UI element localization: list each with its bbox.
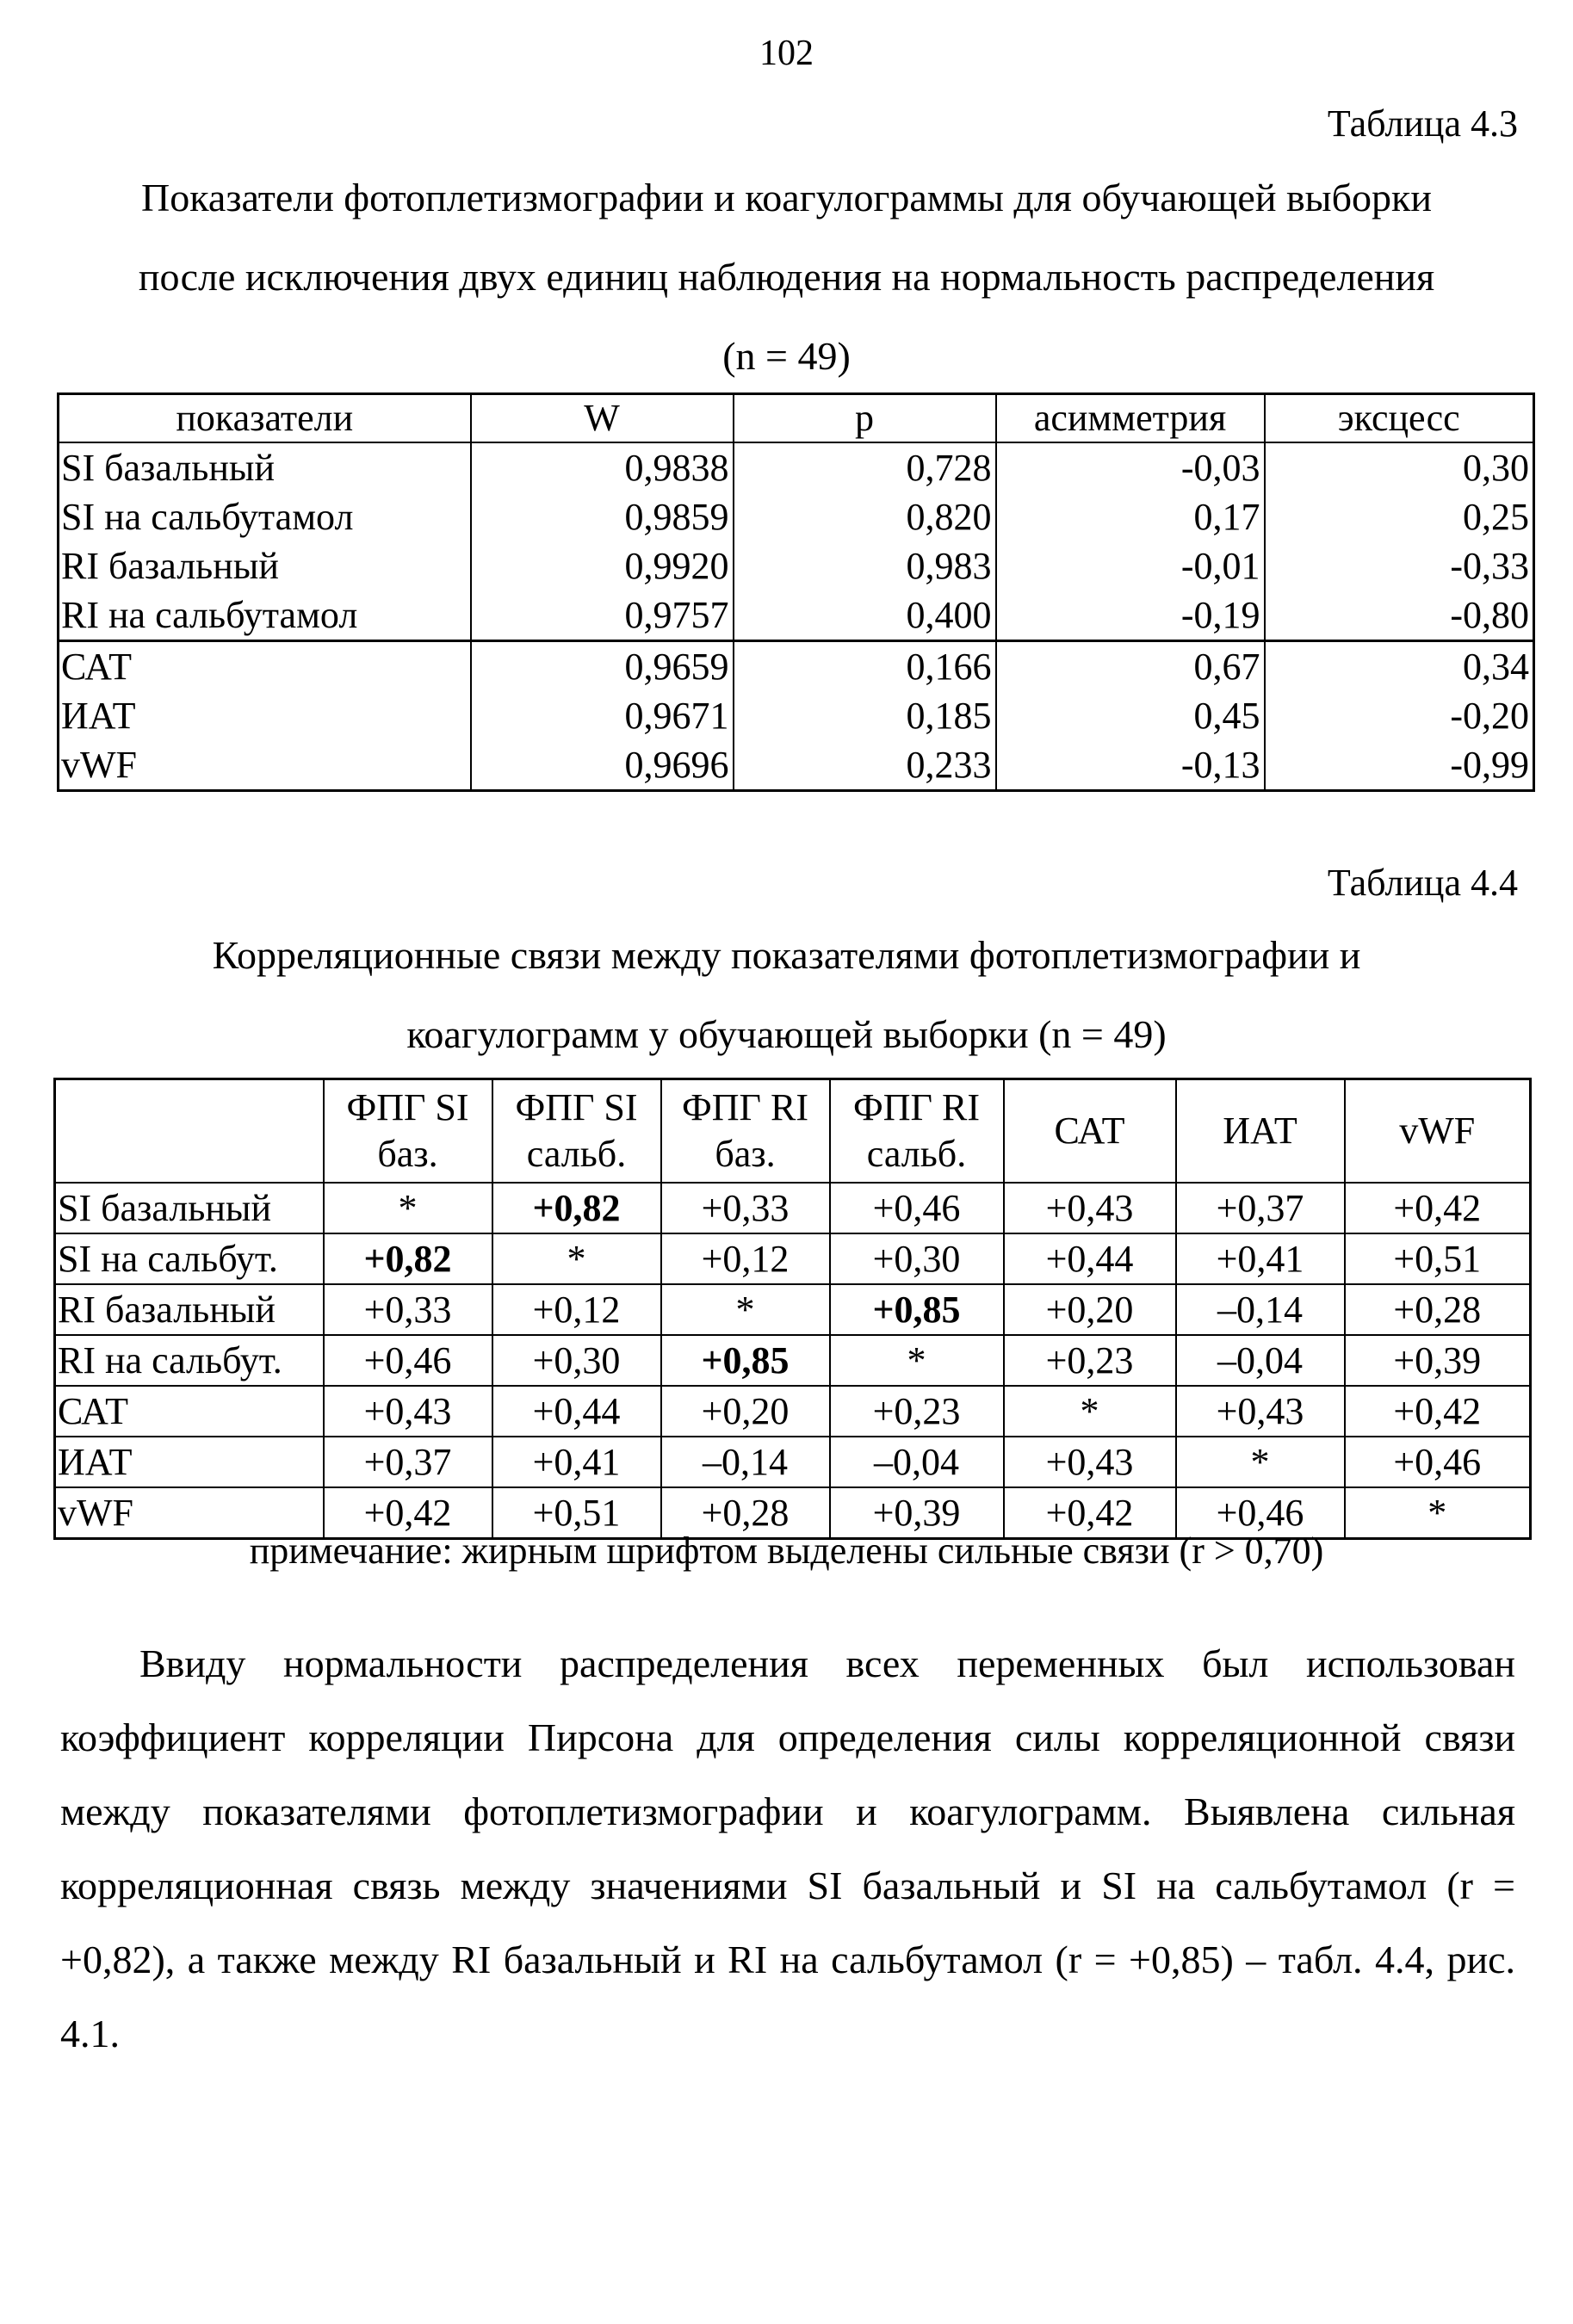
column-header [324, 1079, 492, 1184]
caption-line: после исключения двух единиц наблюдения на нормальность распределения [138, 255, 1435, 299]
column-header: эксцесс [1265, 394, 1534, 443]
table-cell: -0,20 [1265, 691, 1534, 740]
table-cell: 0,185 [734, 691, 996, 740]
row-label: vWF [55, 1487, 324, 1539]
column-header [830, 1079, 1004, 1184]
table-row [55, 1386, 1531, 1437]
table-row [55, 1183, 1531, 1233]
column-header: vWF [1345, 1079, 1531, 1184]
column-header: W [471, 394, 734, 443]
table-cell: +0,46 [1345, 1437, 1531, 1487]
table-cell: +0,43 [1176, 1386, 1345, 1437]
table-cell: +0,85 [661, 1335, 830, 1386]
table-cell: +0,42 [1004, 1487, 1176, 1539]
row-label: RI на сальбутамол [59, 590, 471, 641]
table-header-row [55, 1079, 1531, 1184]
table-cell: 0,9671 [471, 691, 734, 740]
row-label: SI на сальбутамол [59, 492, 471, 541]
table-cell: +0,30 [830, 1233, 1004, 1284]
table-cell: -0,03 [996, 442, 1265, 492]
caption-line: (n = 49) [722, 334, 851, 378]
header-line: сальб. [526, 1133, 627, 1175]
table-cell: -0,19 [996, 590, 1265, 641]
table-cell: 0,166 [734, 641, 996, 692]
table-row [55, 1284, 1531, 1335]
header-line: баз. [715, 1133, 776, 1175]
table-cell: 0,25 [1265, 492, 1534, 541]
column-header [492, 1079, 661, 1184]
table-cell: +0,46 [1176, 1487, 1345, 1539]
column-header [661, 1079, 830, 1184]
page-number: 102 [759, 34, 814, 73]
row-label: SI на сальбут. [55, 1233, 324, 1284]
table-cell: +0,41 [1176, 1233, 1345, 1284]
row-label: САТ [55, 1386, 324, 1437]
table-row [59, 492, 1534, 541]
table-cell: 0,9659 [471, 641, 734, 692]
table-cell: +0,43 [324, 1386, 492, 1437]
table-cell: 0,9838 [471, 442, 734, 492]
table-cell: +0,82 [492, 1183, 661, 1233]
row-label: SI базальный [59, 442, 471, 492]
table-cell: +0,43 [1004, 1183, 1176, 1233]
table-row [55, 1437, 1531, 1487]
column-header [55, 1079, 324, 1184]
table-cell: 0,9696 [471, 740, 734, 791]
table-4-3-label: Таблица 4.3 [1327, 102, 1518, 145]
table-cell: +0,28 [661, 1487, 830, 1539]
table-cell: 0,45 [996, 691, 1265, 740]
table-cell: * [830, 1335, 1004, 1386]
table-row [59, 442, 1534, 492]
table-4-3-caption [0, 158, 1573, 396]
table-cell: –0,14 [661, 1437, 830, 1487]
row-label: RI на сальбут. [55, 1335, 324, 1386]
table-cell: 0,17 [996, 492, 1265, 541]
header-line: ФПГ RI [682, 1086, 808, 1128]
table-cell: +0,33 [661, 1183, 830, 1233]
table-row [55, 1335, 1531, 1386]
table-row [59, 590, 1534, 641]
table-cell: +0,28 [1345, 1284, 1531, 1335]
table-cell: 0,9859 [471, 492, 734, 541]
table-cell: –0,04 [1176, 1335, 1345, 1386]
column-header: показатели [59, 394, 471, 443]
header-line: сальб. [866, 1133, 967, 1175]
table-cell: +0,42 [1345, 1386, 1531, 1437]
column-header: ИАТ [1176, 1079, 1345, 1184]
row-label: RI базальный [55, 1284, 324, 1335]
table-cell: 0,983 [734, 541, 996, 590]
table-cell: +0,23 [1004, 1335, 1176, 1386]
caption-line: Показатели фотоплетизмографии и коагулограммы для обучающей выборки [141, 176, 1432, 219]
row-label: ИАТ [59, 691, 471, 740]
column-header: САТ [1004, 1079, 1176, 1184]
caption-line: Корреляционные связи между показателями фотоплетизмографии и [212, 933, 1361, 977]
table-cell: * [324, 1183, 492, 1233]
table-cell: * [1004, 1386, 1176, 1437]
column-header: p [734, 394, 996, 443]
table-cell: +0,23 [830, 1386, 1004, 1437]
table-cell: 0,820 [734, 492, 996, 541]
table-cell: 0,400 [734, 590, 996, 641]
table-row [59, 541, 1534, 590]
row-label: RI базальный [59, 541, 471, 590]
table-cell: 0,9757 [471, 590, 734, 641]
normality-table [57, 392, 1535, 792]
table-cell: +0,46 [830, 1183, 1004, 1233]
table-cell: * [1176, 1437, 1345, 1487]
table-cell: 0,34 [1265, 641, 1534, 692]
table-row [59, 740, 1534, 791]
caption-line: коагулограмм у обучающей выборки (n = 49) [406, 1012, 1167, 1056]
table-cell: +0,12 [492, 1284, 661, 1335]
table-cell: +0,46 [324, 1335, 492, 1386]
table-cell: +0,43 [1004, 1437, 1176, 1487]
table-cell: +0,37 [324, 1437, 492, 1487]
table-cell: +0,42 [324, 1487, 492, 1539]
table-row [55, 1233, 1531, 1284]
table-cell: –0,04 [830, 1437, 1004, 1487]
table-cell: +0,42 [1345, 1183, 1531, 1233]
table-cell: 0,728 [734, 442, 996, 492]
column-header: асимметрия [996, 394, 1265, 443]
table-cell: +0,20 [1004, 1284, 1176, 1335]
table-cell: +0,44 [1004, 1233, 1176, 1284]
table-cell: * [492, 1233, 661, 1284]
table-row [59, 691, 1534, 740]
table-header-row [59, 394, 1534, 443]
table-cell: +0,51 [492, 1487, 661, 1539]
table-cell: +0,82 [324, 1233, 492, 1284]
table-cell: +0,51 [1345, 1233, 1531, 1284]
row-label: ИАТ [55, 1437, 324, 1487]
table-cell: +0,39 [830, 1487, 1004, 1539]
table-cell: 0,30 [1265, 442, 1534, 492]
table-cell: +0,33 [324, 1284, 492, 1335]
row-label: САТ [59, 641, 471, 692]
table-4-4-label: Таблица 4.4 [1327, 862, 1518, 904]
table-cell: 0,67 [996, 641, 1265, 692]
table-cell: * [1345, 1487, 1531, 1539]
table-cell: +0,20 [661, 1386, 830, 1437]
table-row [59, 641, 1534, 692]
table-cell: +0,39 [1345, 1335, 1531, 1386]
table-cell: +0,41 [492, 1437, 661, 1487]
table-cell: -0,33 [1265, 541, 1534, 590]
body-paragraph: Ввиду нормальности распределения всех переменных был использован коэффициент корреляции Пирсона для определения силы корреляционной связи между показателями фотоплетизмографии и коагулограмм. Выявлена сильная корреляционная связь между значениями SI базальный и SI на сальбутамол (r = +0,82), а также между RI базальный и RI на сальбутамол (r = +0,85) – табл. 4.4, рис. 4.1. [60, 1641, 1515, 2055]
header-line: баз. [377, 1133, 438, 1175]
table-cell: 0,233 [734, 740, 996, 791]
table-cell: +0,30 [492, 1335, 661, 1386]
header-line: ФПГ RI [853, 1086, 980, 1128]
table-cell: * [661, 1284, 830, 1335]
table-4-4-caption [0, 916, 1573, 1074]
table-cell: -0,13 [996, 740, 1265, 791]
table-cell: -0,01 [996, 541, 1265, 590]
table-cell: -0,80 [1265, 590, 1534, 641]
row-label: SI базальный [55, 1183, 324, 1233]
table-cell: +0,12 [661, 1233, 830, 1284]
table-cell: +0,37 [1176, 1183, 1345, 1233]
header-line: ФПГ SI [346, 1086, 469, 1128]
header-line: ФПГ SI [515, 1086, 638, 1128]
table-cell: +0,44 [492, 1386, 661, 1437]
table-cell: 0,9920 [471, 541, 734, 590]
table-cell: -0,99 [1265, 740, 1534, 791]
table-cell: –0,14 [1176, 1284, 1345, 1335]
table-cell: +0,85 [830, 1284, 1004, 1335]
correlation-table [53, 1078, 1532, 1540]
row-label: vWF [59, 740, 471, 791]
table-note: примечание: жирным шрифтом выделены сильные связи (r > 0,70) [249, 1530, 1324, 1572]
